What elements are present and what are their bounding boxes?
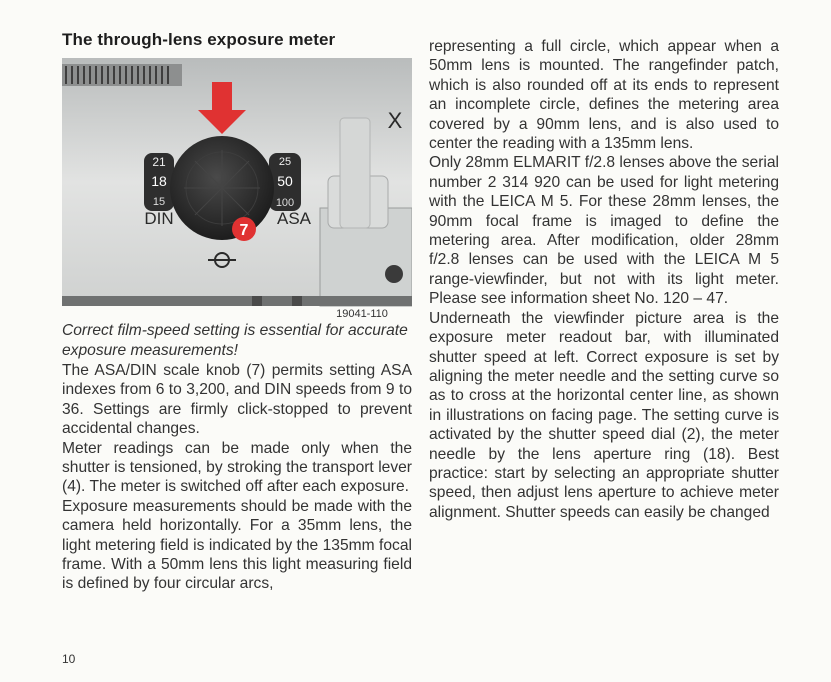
- din-scale-mid: 18: [151, 173, 167, 189]
- asa-label: ASA: [276, 209, 312, 228]
- asa-scale-top: 25: [278, 156, 292, 168]
- paragraph: Meter readings can be made only when the shutter is tensioned, by stroking the transport lever (4). The meter is switched off after each exposure.: [62, 439, 412, 496]
- page-number: 10: [62, 652, 76, 666]
- paragraph: Only 28mm ELMARIT f/2.8 lenses above the serial number 2 314 920 can be used for light metering with the LEICA M 5. For these 28mm lenses, the 90mm focal frame is imaged to define the metering area. After modification, older 28mm f/2.8 lenses can be used with the LEICA M 5 range-viewfinder, but not with its light meter. Please see information sheet No. 120 – 47.: [429, 154, 779, 308]
- paragraph: Underneath the viewfinder picture area is the exposure meter readout bar, with illuminated shutter speed at left. Correct exposure is set by aligning the meter needle and the setting curve so as to cross at the horizontal center line, as shown in illustrations on facing page. The setting curve is activated by the shutter speed dial (2), the meter needle by the lens aperture ring (18). Best practice: start by selecting an appropriate shutter speed, then adjust lens aperture to achieve meter alignment. Shutter speeds can easily be changed: [429, 309, 779, 521]
- din-label: DIN: [144, 209, 174, 228]
- left-column-body: [62, 361, 412, 594]
- rangefinder-window: [385, 265, 403, 283]
- section-heading: The through-lens exposure meter: [62, 30, 336, 49]
- callout-number: 7: [239, 222, 249, 239]
- knurled-edge: [62, 64, 182, 86]
- camera-photo: [62, 58, 412, 320]
- camera-top-plate-illustration: [62, 58, 412, 320]
- paragraph: The ASA/DIN scale knob (7) permits setting ASA indexes from 6 to 3,200, and DIN speeds from 9 to 36. Settings are firmly click-stopped to prevent accidental changes.: [62, 362, 412, 438]
- asa-scale-mid: 50: [277, 173, 293, 189]
- paragraph: Exposure measurements should be made with the camera held horizontally. For a 35mm lens, the light metering field is indicated by the 135mm focal frame. With a 50mm lens this light measuring field is defined by four circular arcs,: [62, 497, 412, 593]
- figure-code: 19041-110: [336, 308, 388, 320]
- paragraph: representing a full circle, which appear when a 50mm lens is mounted. The rangefinder patch, which is also rounded off at its ends to represent an incomplete circle, defines the metering area covered by a 90mm lens, and is also used to center the reading with a 135mm lens.: [429, 38, 779, 153]
- flash-sync-x-label: X: [387, 108, 403, 133]
- asa-scale-bottom: 100: [275, 197, 295, 209]
- din-scale-top: 21: [152, 155, 166, 169]
- right-column-body: [429, 37, 779, 522]
- din-scale-bottom: 15: [152, 196, 166, 208]
- figure-caption: Correct film-speed setting is essential for accurate exposure measurements!: [62, 322, 408, 359]
